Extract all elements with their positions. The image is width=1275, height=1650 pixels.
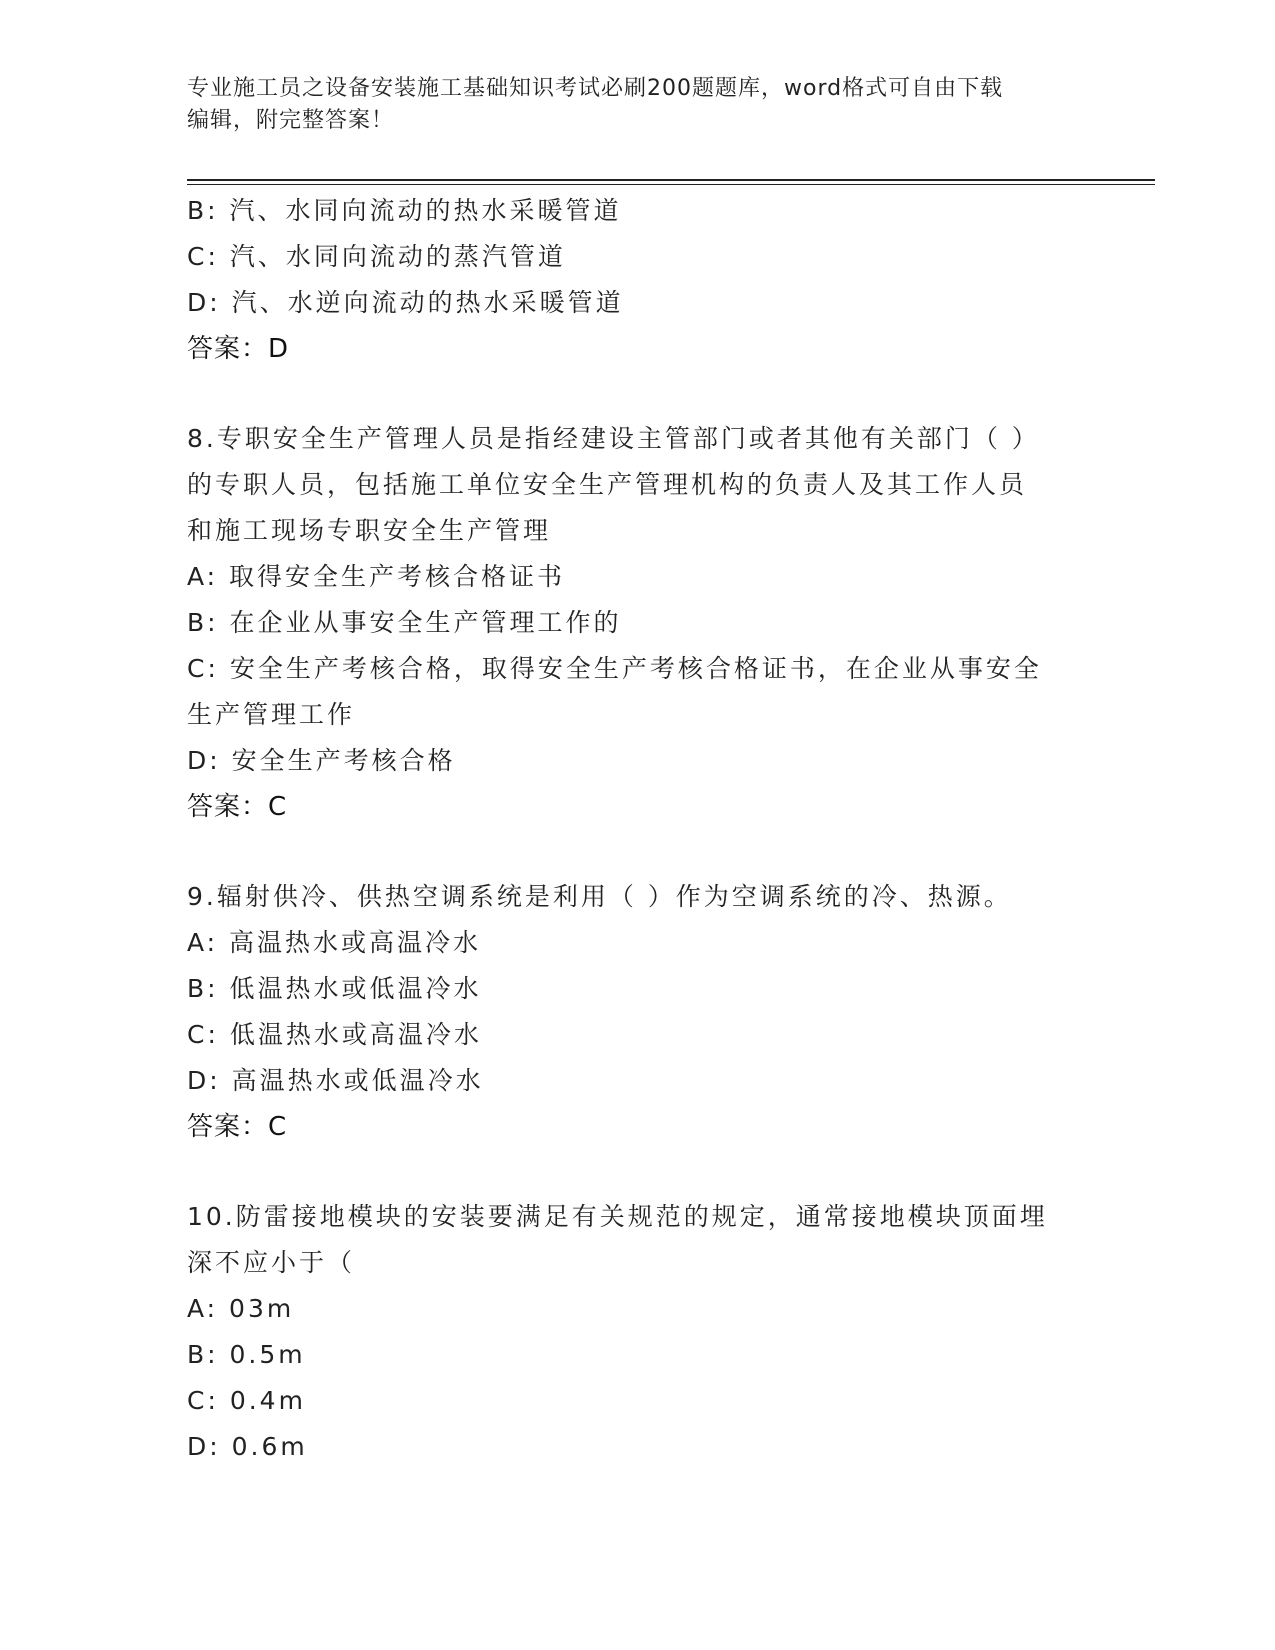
question-stem-cont: 的专职人员，包括施工单位安全生产管理机构的负责人及其工作人员 xyxy=(187,470,1028,499)
spacer xyxy=(187,830,1067,874)
option-d: D: 汽、水逆向流动的热水采暖管道 xyxy=(187,288,624,317)
question-7 xyxy=(187,188,1067,372)
spacer xyxy=(187,1150,1067,1194)
option-c: C: 低温热水或高温冷水 xyxy=(187,1020,482,1049)
spacer xyxy=(187,372,1067,416)
option-a: A: 取得安全生产考核合格证书 xyxy=(187,562,566,591)
question-9 xyxy=(187,874,1067,1150)
option-b: B: 0.5m xyxy=(187,1340,306,1369)
option-c: C: 汽、水同向流动的蒸汽管道 xyxy=(187,242,566,271)
option-b: B: 低温热水或低温冷水 xyxy=(187,974,482,1003)
header-title-line-2: 编辑，附完整答案！ xyxy=(187,108,395,133)
header-divider-thin xyxy=(187,184,1155,185)
option-b: B: 在企业从事安全生产管理工作的 xyxy=(187,608,622,637)
header-title-line-1: 专业施工员之设备安装施工基础知识考试必刷200题题库，word格式可自由下载 xyxy=(187,76,1004,101)
question-10 xyxy=(187,1194,1067,1470)
page-header xyxy=(187,73,1067,137)
question-stem: 10.防雷接地模块的安装要满足有关规范的规定，通常接地模块顶面埋 xyxy=(187,1202,1048,1231)
question-8 xyxy=(187,416,1067,830)
option-d: D: 高温热水或低温冷水 xyxy=(187,1066,484,1095)
question-stem: 9.辐射供冷、供热空调系统是利用（ ）作为空调系统的冷、热源。 xyxy=(187,882,1012,911)
option-c: C: 0.4m xyxy=(187,1386,306,1415)
question-stem-cont: 和施工现场专职安全生产管理 xyxy=(187,516,552,545)
answer-line: 答案：D xyxy=(187,334,290,364)
option-c-cont: 生产管理工作 xyxy=(187,700,356,729)
option-d: D: 0.6m xyxy=(187,1432,308,1461)
question-stem: 8.专职安全生产管理人员是指经建设主管部门或者其他有关部门（ ） xyxy=(187,424,1040,453)
header-divider-thick xyxy=(187,179,1155,181)
answer-line: 答案：C xyxy=(187,792,288,822)
question-list xyxy=(187,188,1067,1470)
option-a: A: 03m xyxy=(187,1294,295,1323)
answer-line: 答案：C xyxy=(187,1112,288,1142)
option-a: A: 高温热水或高温冷水 xyxy=(187,928,482,957)
option-c: C: 安全生产考核合格，取得安全生产考核合格证书，在企业从事安全 xyxy=(187,654,1042,683)
question-stem-cont: 深不应小于（ xyxy=(187,1248,356,1277)
option-b: B: 汽、水同向流动的热水采暖管道 xyxy=(187,196,622,225)
option-d: D: 安全生产考核合格 xyxy=(187,746,456,775)
